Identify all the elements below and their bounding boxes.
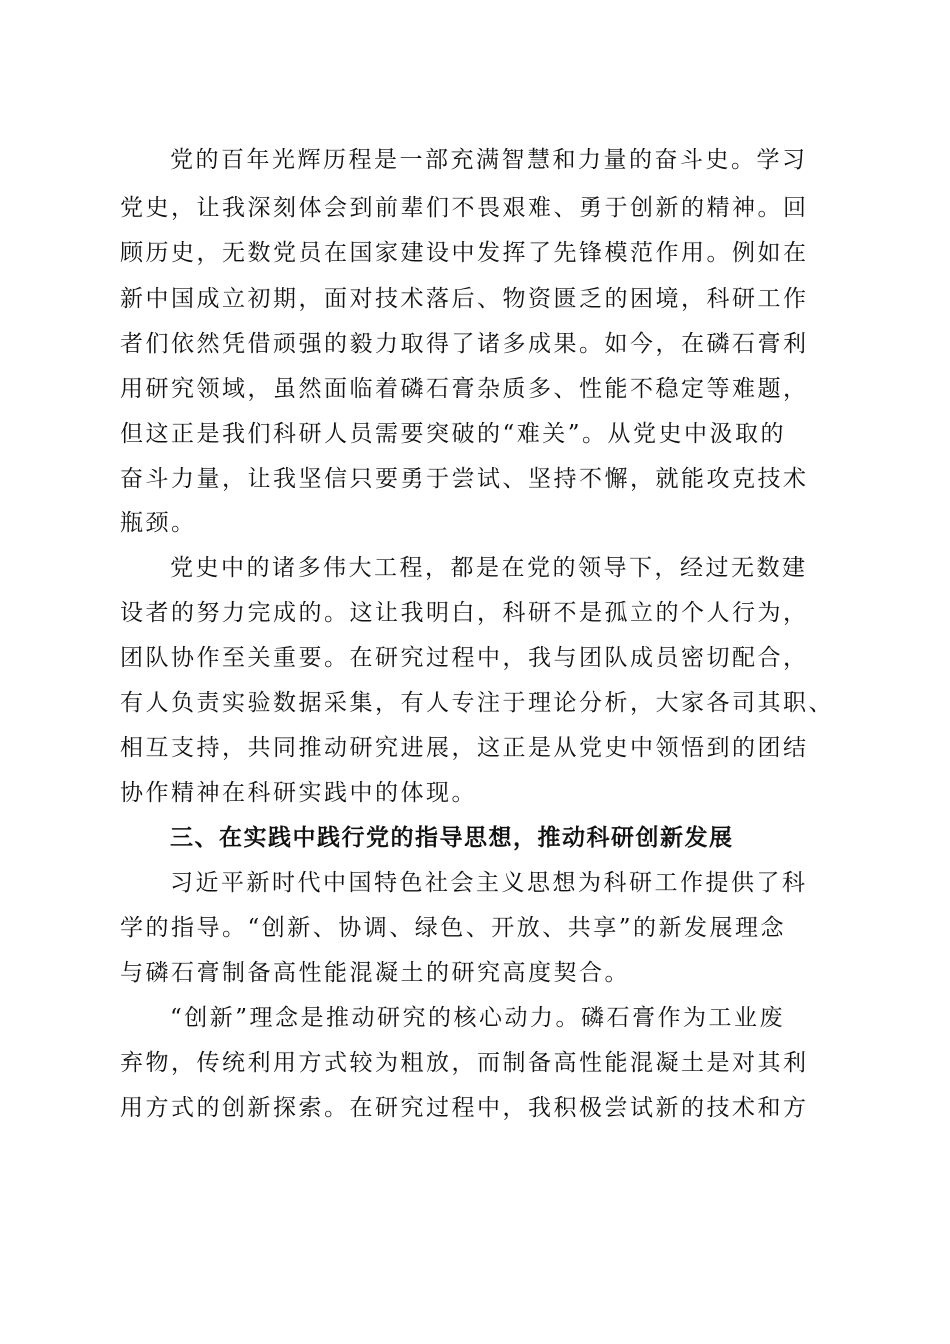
text-line: 与磷石膏制备高性能混凝土的研究高度契合。	[120, 960, 630, 986]
text-line: 者们依然凭借顽强的毅力取得了诸多成果。如今，在磷石膏利	[120, 331, 809, 357]
text-line: 新中国成立初期，面对技术落后、物资匮乏的困境，科研工作	[120, 286, 809, 312]
text-line: 相互支持，共同推动研究进展，这正是从党史中领悟到的团结	[120, 735, 809, 761]
text-line: 党史，让我深刻体会到前辈们不畏艰难、勇于创新的精神。回	[120, 195, 809, 221]
text-line: 党史中的诸多伟大工程，都是在党的领导下，经过无数建	[170, 555, 808, 581]
text-line: 用方式的创新探索。在研究过程中，我积极尝试新的技术和方	[120, 1095, 809, 1121]
text-line: 党的百年光辉历程是一部充满智慧和力量的奋斗史。学习	[170, 147, 808, 173]
text-line: 团队协作至关重要。在研究过程中，我与团队成员密切配合，	[120, 645, 809, 671]
text-line: 设者的努力完成的。这让我明白，科研不是孤立的个人行为，	[120, 600, 809, 626]
text-line: 学的指导。“创新、协调、绿色、开放、共享”的新发展理念	[120, 915, 787, 941]
text-line: 顾历史，无数党员在国家建设中发挥了先锋模范作用。例如在	[120, 240, 809, 266]
text-line: 弃物，传统利用方式较为粗放，而制备高性能混凝土是对其利	[120, 1050, 809, 1076]
text-line: 奋斗力量，让我坚信只要勇于尝试、坚持不懈，就能攻克技术	[120, 466, 809, 492]
text-line: 有人负责实验数据采集，有人专注于理论分析，大家各司其职、	[120, 690, 834, 716]
section-heading: 三、在实践中践行党的指导思想，推动科研创新发展	[170, 825, 734, 851]
text-line: 但这正是我们科研人员需要突破的“难关”。从党史中汲取的	[120, 421, 787, 447]
text-line: 用研究领域，虽然面临着磷石膏杂质多、性能不稳定等难题，	[120, 376, 809, 402]
text-line: “创新”理念是推动研究的核心动力。磷石膏作为工业废	[170, 1005, 786, 1031]
text-line: 协作精神在科研实践中的体现。	[120, 780, 477, 806]
text-line: 瓶颈。	[120, 510, 197, 536]
text-line: 习近平新时代中国特色社会主义思想为科研工作提供了科	[170, 870, 808, 896]
